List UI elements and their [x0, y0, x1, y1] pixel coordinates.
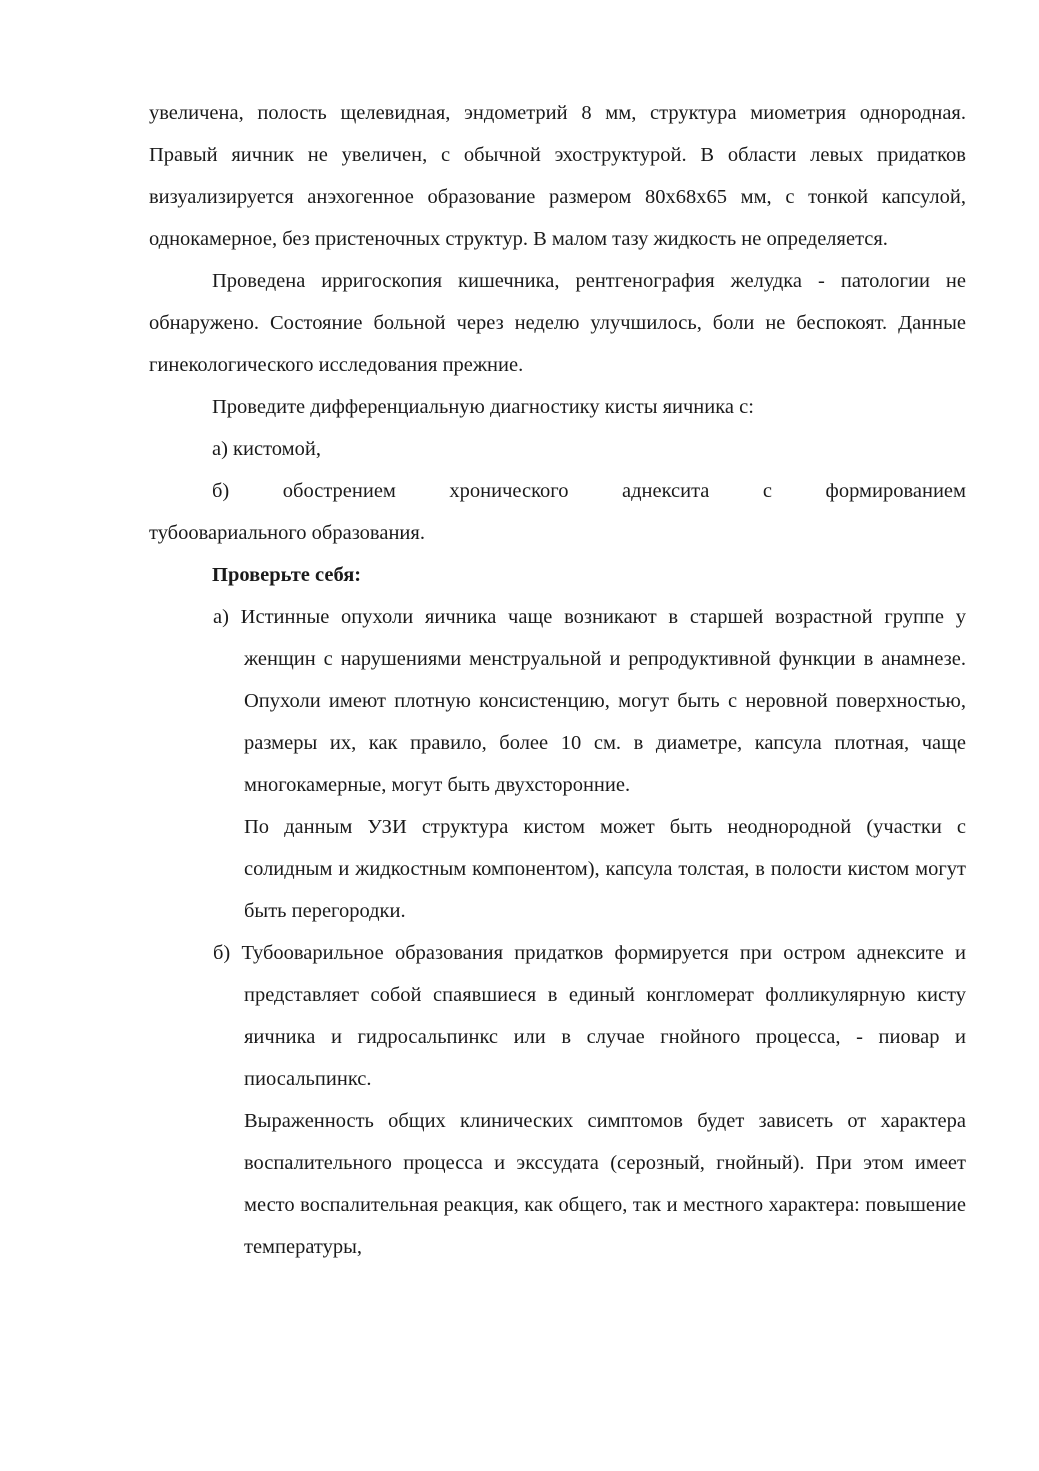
task-option-a: а) кистомой, — [212, 438, 321, 460]
answer-b-paragraph-2: Выраженность общих клинических симптомов будет зависеть от характера воспалительного процесса и экссудата (серозный, гнойный). При этом имеет место воспалительная реакция, как общего, так и местного характера: повышение температуры, — [244, 1110, 966, 1258]
case-paragraph-1: увеличена, полость щелевидная, эндометрий 8 мм, структура миометрия однородная. Правый яичник не увеличен, с обычной эхоструктурой. В области левых придатков визуализируется анэхогенное образование размером 80х68х65 мм, с тонкой капсулой, однокамерное, без пристеночных структур. В малом тазу жидкость не определяется. — [149, 102, 966, 250]
task-intro: Проведите дифференциальную диагностику кисты яичника с: — [212, 396, 754, 418]
task-option-b-line-2: тубоовариального образования. — [149, 522, 425, 544]
answer-a-paragraph-1: а) Истинные опухоли яичника чаще возникают в старшей возрастной группе у женщин с нарушениями менструальной и репродуктивной функции в анамнезе. Опухоли имеют плотную консистенцию, могут быть с неровной поверхностью, размеры их, как правило, более 10 см. в диаметре, капсула плотная, чаще многокамерные, могут быть двухсторонние. — [213, 606, 966, 796]
answer-b-paragraph-1: б) Тубооварильное образования придатков формируется при остром аднексите и представляет собой спаявшиеся в единый конгломерат фолликулярную кисту яичника и гидросальпинкс или в случае гнойного процесса, - пиовар и пиосальпинкс. — [213, 942, 966, 1090]
self-check-heading: Проверьте себя: — [212, 564, 362, 586]
task-option-b-line-1: б) обострением хронического аднексита с формированием — [212, 480, 966, 502]
answer-a-paragraph-2: По данным УЗИ структура кистом может быть неоднородной (участки с солидным и жидкостным компонентом), капсула толстая, в полости кистом могут быть перегородки. — [244, 816, 966, 922]
case-paragraph-2: Проведена ирригоскопия кишечника, рентгенография желудка - патологии не обнаружено. Состояние больной через неделю улучшилось, боли не беспокоят. Данные гинекологического исследования прежние. — [149, 270, 966, 376]
